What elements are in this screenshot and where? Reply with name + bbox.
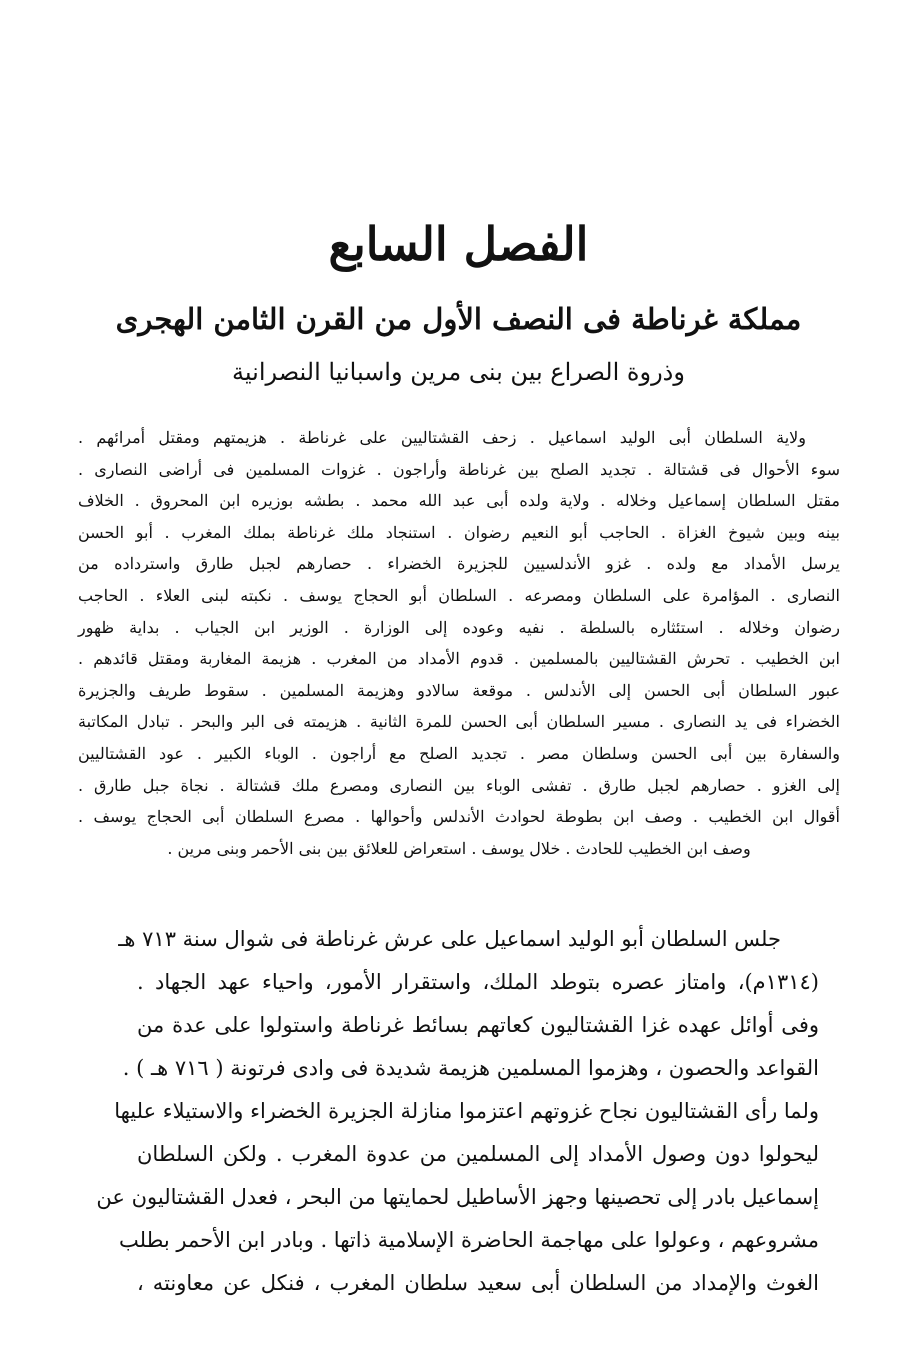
body-line: ليحولوا دون وصول الأمداد إلى المسلمين من عدوة المغرب . ولكن السلطان <box>137 1142 819 1166</box>
summary-line: ولاية السلطان أبى الوليد اسماعيل . زحف القشتاليين على غرناطة . هزيمتهم ومقتل أمرائهم . <box>78 428 806 447</box>
summary-line: الخضراء فى يد النصارى . مسير السلطان أبى الحسن للمرة الثانية . هزيمته فى البر والبحر . تبادل المكاتبة <box>78 712 840 732</box>
summary-line: والسفارة بين أبى الحسن وسلطان مصر . تجديد الصلح مع أراجون . الوباء الكبير . عود القشتاليين <box>78 743 840 763</box>
chapter-title: الفصل السابع <box>328 217 589 271</box>
summary-line: سوء الأحوال فى قشتالة . تجديد الصلح بين غرناطة وأراجون . غزوات المسلمين فى أراضى النصارى . <box>78 459 840 479</box>
summary-line: وصف ابن الخطيب للحادث . خلال يوسف . استعراض للعلائق بين بنى الأحمر وبنى مرين . <box>167 838 751 858</box>
summary-line: ابن الخطيب . تحرش القشتاليين بالمسلمين . قدوم الأمداد من المغرب . هزيمة المغاربة ومقتل قائدهم . <box>78 649 840 669</box>
summary-line: يرسل الأمداد مع ولده . غزو الأندلسيين للجزيرة الخضراء . حصارهم لجبل طارق واسترداده من <box>78 554 840 574</box>
body-line: إسماعيل بادر إلى تحصينها وجهز الأساطيل لحمايتها من البحر ، فعدل القشتاليون عن <box>96 1185 819 1209</box>
chapter-summary <box>78 422 840 864</box>
summary-line: بينه وبين شيوخ الغزاة . الحاجب أبو النعيم رضوان . استنجاد ملك غرناطة بملك المغرب . أبو الحسن <box>78 522 840 542</box>
chapter-heading: مملكة غرناطة فى النصف الأول من القرن الثامن الهجرى <box>115 302 802 336</box>
summary-line: أقوال ابن الخطيب . وصف ابن بطوطة لحوادث الأندلس وأحوالها . مصرع السلطان أبى الحجاج يوسف . <box>78 807 840 827</box>
body-line: وفى أوائل عهده غزا القشتاليون كعاتهم بسائط غرناطة واستولوا على عدة من <box>137 1013 819 1037</box>
summary-line: عبور السلطان أبى الحسن إلى الأندلس . موقعة سالادو وهزيمة المسلمين . سقوط طريف والجزيرة <box>78 680 840 700</box>
chapter-subheading: وذروة الصراع بين بنى مرين واسبانيا النصرانية <box>232 358 685 386</box>
body-line: القواعد والحصون ، وهزموا المسلمين هزيمة شديدة فى وادى فرتونة ( ٧١٦ هـ ) . <box>122 1056 819 1080</box>
summary-line: إلى الغزو . حصارهم لجبل طارق . تفشى الوباء بين النصارى ومصرع ملك قشتالة . نجاة جبل طارق . <box>78 775 840 795</box>
body-line: جلس السلطان أبو الوليد اسماعيل على عرش غرناطة فى شوال سنة ٧١٣ هـ <box>118 927 781 951</box>
body-line: ولما رأى القشتاليون نجاح غزوتهم اعتزموا منازلة الجزيرة الخضراء والاستيلاء عليها <box>114 1099 819 1123</box>
summary-line: مقتل السلطان إسماعيل وخلاله . ولاية ولده أبى عبد الله محمد . بطشه بوزيره ابن المحروق . الخلاف <box>78 491 840 511</box>
body-line: مشروعهم ، وعولوا على مهاجمة الحاضرة الإسلامية ذاتها . وبادر ابن الأحمر بطلب <box>119 1228 819 1252</box>
summary-line: رضوان وخلاله . استئثاره بالسلطة . نفيه وعوده إلى الوزارة . الوزير ابن الجياب . بداية ظهور <box>78 617 840 637</box>
summary-line: النصارى . المؤامرة على السلطان ومصرعه . السلطان أبو الحجاج يوسف . نكبته لبنى العلاء . الحاجب <box>78 585 840 605</box>
body-line: الغوث والإمداد من السلطان أبى سعيد سلطان المغرب ، فنكل عن معاونته ، <box>137 1271 819 1295</box>
body-text <box>96 918 819 1305</box>
body-line: (١٣١٤م)، وامتاز عصره بتوطد الملك، واستقرار الأمور، واحياء عهد الجهاد . <box>137 970 819 994</box>
